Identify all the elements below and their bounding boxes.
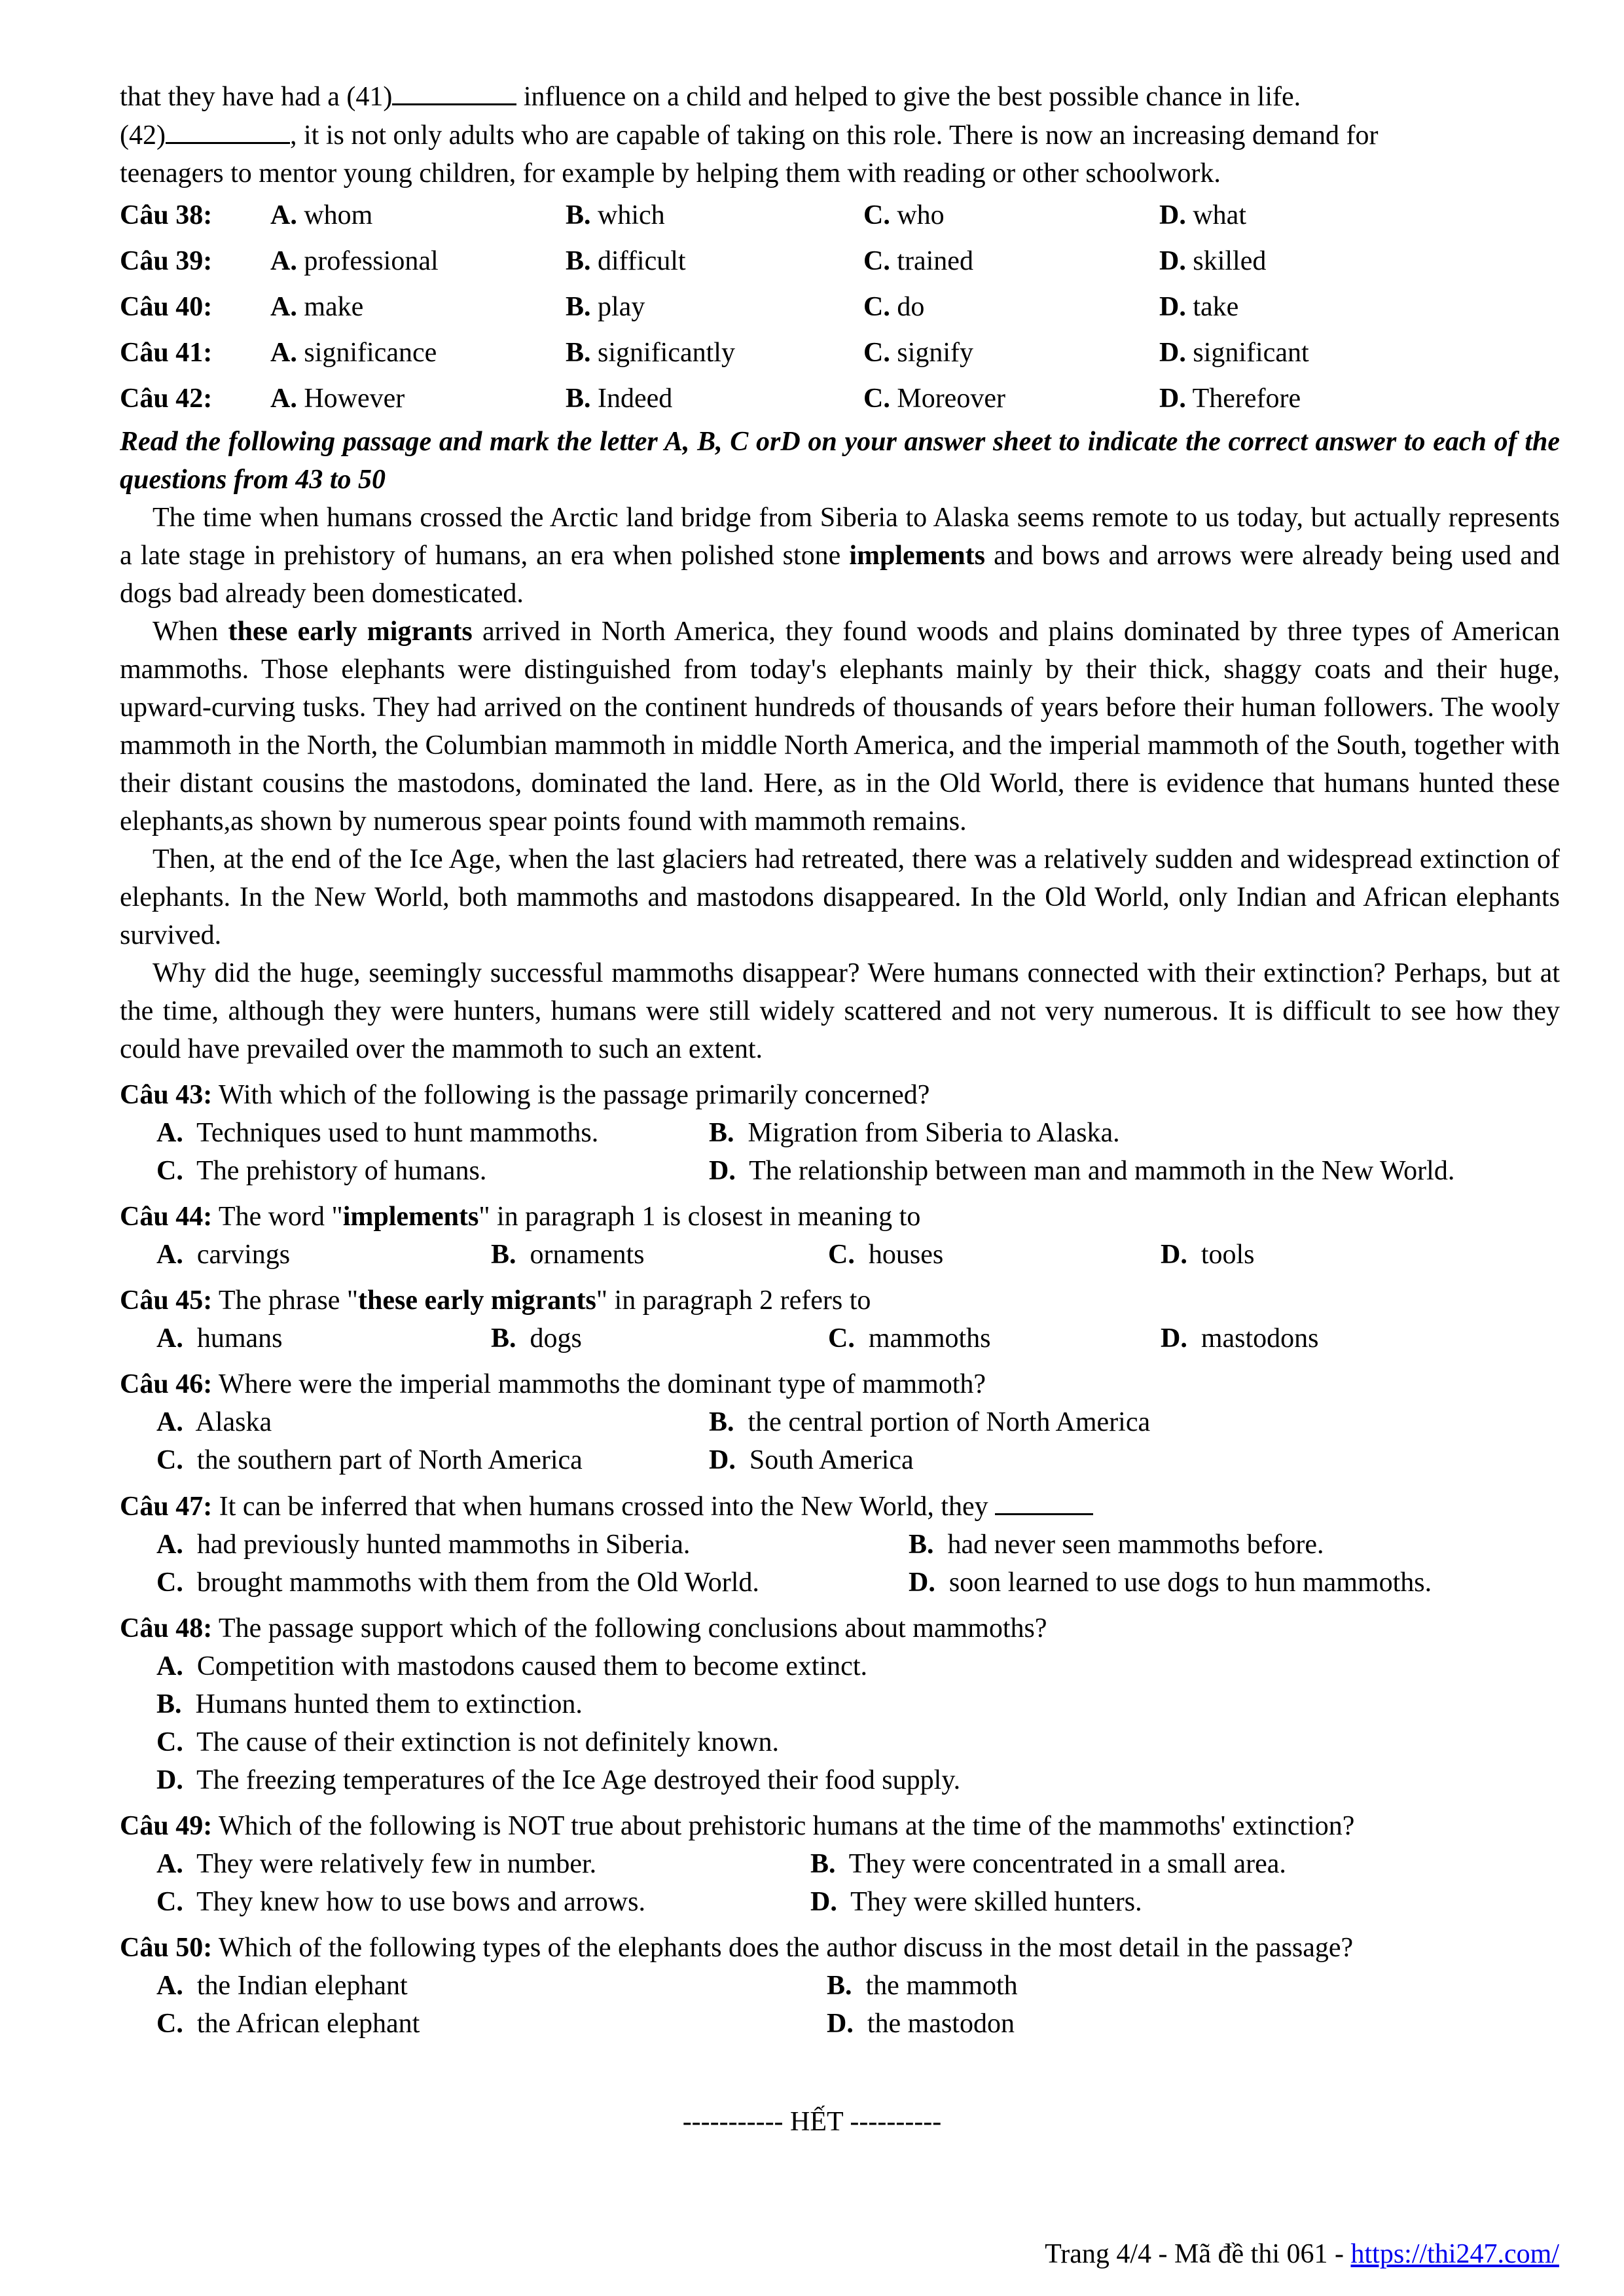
option-b[interactable]: B. Humans hunted them to extinction. — [156, 1689, 583, 1719]
question-50: Câu 50: Which of the following types of the elephants does the author discuss in the most detail in the passage? A. the Indian elephant B. the mammoth C. the African elephant D. the mastodon — [120, 1929, 1560, 2043]
option-d[interactable]: D. tools — [1161, 1240, 1255, 1270]
passage-paragraph-2: When these early migrants arrived in North America, they found woods and plains dominated by three types of American mammoths. Those elephants were distinguished from today's elephants mainly by their thick, shaggy coats and their huge, upward-curving tusks. They had arrived on the continent hundreds of thousands of years before their human followers. The wooly mammoth in the North, the Columbian mammoth in middle North America, and the imperial mammoth of the South, together with their distant cousins the mastodons, dominated the land. Here, as in the Old World, there is evidence that humans hunted these elephants,as shown by numerous spear points found with mammoth remains. — [120, 617, 1560, 836]
option-c[interactable]: C. houses — [828, 1240, 944, 1270]
option-a[interactable]: A. had previously hunted mammoths in Siberia. — [156, 1530, 691, 1560]
option-c[interactable]: C. signify — [863, 338, 974, 368]
option-c[interactable]: C. Moreover — [863, 384, 1005, 414]
option-b[interactable]: B. dogs — [491, 1323, 582, 1354]
question-45: Câu 45: The phrase "these early migrants" in paragraph 2 refers to A. humans B. dogs C. mammoths D. mastodons — [120, 1282, 1560, 1357]
question-38 — [120, 192, 1560, 238]
question-43: Câu 43: With which of the following is the passage primarily concerned? A. Techniques used to hunt mammoths. B. Migration from Siberia to Alaska. C. The prehistory of humans. D. The relationship between man and mammoth in the New World. — [120, 1076, 1560, 1190]
option-a[interactable]: A. Competition with mastodons caused them to become extinct. — [156, 1651, 867, 1681]
option-a[interactable]: A. significance — [270, 338, 437, 368]
option-d[interactable]: D. Therefore — [1159, 384, 1301, 414]
footer-link[interactable]: https://thi247.com/ — [1350, 2239, 1559, 2269]
option-a[interactable]: A. professional — [270, 246, 439, 276]
page-footer — [1045, 2238, 1559, 2270]
passage-paragraph-4: Why did the huge, seemingly successful mammoths disappear? Were humans connected with their extinction? Perhaps, but at the time, although they were hunters, humans were still widely scattered and not very numerous. It is difficult to see how they could have prevailed over the mammoth to such an extent. — [120, 958, 1560, 1064]
end-marker: ----------- HẾT ---------- — [682, 2107, 942, 2137]
option-a[interactable]: A. carvings — [156, 1240, 291, 1270]
option-a[interactable]: A. Techniques used to hunt mammoths. — [156, 1118, 599, 1148]
option-c[interactable]: C. mammoths — [828, 1323, 991, 1354]
option-d[interactable]: D. soon learned to use dogs to hun mammoths. — [909, 1568, 1432, 1598]
option-c[interactable]: C. trained — [863, 246, 973, 276]
option-d[interactable]: D. the mastodon — [827, 2009, 1015, 2039]
highlight-implements: implements — [849, 541, 986, 571]
option-a[interactable]: A. whom — [270, 200, 373, 230]
option-d[interactable]: D. They were skilled hunters. — [810, 1887, 1142, 1917]
question-label: Câu 39: — [120, 246, 213, 276]
intro-line-2: (42) , it is not only adults who are capable of taking on this role. There is now an increasing demand for — [120, 116, 1560, 154]
question-41 — [120, 330, 1560, 376]
option-a[interactable]: A. Alaska — [156, 1407, 272, 1437]
reading-instructions: Read the following passage and mark the letter A, B, C orD on your answer sheet to indicate the correct answer to each of the questions from 43 to 50 — [120, 427, 1560, 495]
option-b[interactable]: B. ornaments — [491, 1240, 645, 1270]
blank-42 — [166, 116, 290, 144]
option-d[interactable]: D. take — [1159, 292, 1239, 322]
option-b[interactable]: B. Indeed — [566, 384, 673, 414]
question-label: Câu 40: — [120, 292, 213, 322]
option-a[interactable]: A. make — [270, 292, 364, 322]
footer-page-info: Trang 4/4 - Mã đề thi 061 - — [1045, 2239, 1351, 2269]
option-d[interactable]: D. South America — [709, 1445, 914, 1475]
option-c[interactable]: C. They knew how to use bows and arrows. — [156, 1887, 645, 1917]
intro-line-1: that they have had a (41) influence on a child and helped to give the best possible chance in life. — [120, 77, 1560, 116]
option-c[interactable]: C. the African elephant — [156, 2009, 420, 2039]
option-b[interactable]: B. They were concentrated in a small area. — [810, 1849, 1286, 1879]
option-a[interactable]: A. humans — [156, 1323, 283, 1354]
option-a[interactable]: A. However — [270, 384, 405, 414]
question-40 — [120, 284, 1560, 330]
question-49: Câu 49: Which of the following is NOT true about prehistoric humans at the time of the mammoths' extinction? A. They were relatively few in number. B. They were concentrated in a small area. C. They knew how to use bows and arrows. D. They were skilled hunters. — [120, 1807, 1560, 1921]
option-b[interactable]: B. which — [566, 200, 665, 230]
question-label: Câu 41: — [120, 338, 213, 368]
intro-paragraph — [120, 77, 1560, 192]
question-48: Câu 48: The passage support which of the following conclusions about mammoths? A. Competition with mastodons caused them to become extinct. B. Humans hunted them to extinction. C. The cause of their extinction is not definitely known. D. The freezing temperatures of the Ice Age destroyed their food supply. — [120, 1609, 1560, 1799]
option-b[interactable]: B. the central portion of North America — [709, 1407, 1151, 1437]
question-44: Câu 44: The word "implements" in paragraph 1 is closest in meaning to A. carvings B. ornaments C. houses D. tools — [120, 1198, 1560, 1274]
question-label: Câu 42: — [120, 384, 213, 414]
option-a[interactable]: A. They were relatively few in number. — [156, 1849, 597, 1879]
question-39 — [120, 238, 1560, 284]
question-42 — [120, 376, 1560, 422]
option-b[interactable]: B. play — [566, 292, 645, 322]
option-b[interactable]: B. Migration from Siberia to Alaska. — [709, 1118, 1120, 1148]
option-d[interactable]: D. mastodons — [1161, 1323, 1319, 1354]
passage-paragraph-3: Then, at the end of the Ice Age, when the last glaciers had retreated, there was a relatively sudden and widespread extinction of elephants. In the New World, both mammoths and mastodons disappeared. In the Old World, only Indian and African elephants survived. — [120, 844, 1560, 950]
option-d[interactable]: D. skilled — [1159, 246, 1267, 276]
option-d[interactable]: D. The freezing temperatures of the Ice Age destroyed their food supply. — [156, 1765, 961, 1795]
option-b[interactable]: B. significantly — [566, 338, 735, 368]
question-47: Câu 47: It can be inferred that when humans crossed into the New World, they A. had previously hunted mammoths in Siberia. B. had never seen mammoths before. C. brought mammoths with them from the Old World. D. soon learned to use dogs to hun mammoths. — [120, 1487, 1560, 1602]
option-d[interactable]: D. significant — [1159, 338, 1309, 368]
option-a[interactable]: A. the Indian elephant — [156, 1971, 408, 2001]
passage-paragraph-1: The time when humans crossed the Arctic land bridge from Siberia to Alaska seems remote to us today, but actually represents a late stage in prehistory of humans, an era when polished stone implements and bows and arrows were already being used and dogs bad already been domesticated. — [120, 503, 1560, 609]
question-label: Câu 38: — [120, 200, 213, 230]
option-c[interactable]: C. The prehistory of humans. — [156, 1156, 487, 1186]
option-b[interactable]: B. had never seen mammoths before. — [909, 1530, 1324, 1560]
highlight-early-migrants: these early migrants — [228, 617, 473, 647]
reading-passage — [120, 499, 1560, 1068]
cloze-questions — [120, 192, 1560, 422]
option-c[interactable]: C. brought mammoths with them from the Old World. — [156, 1568, 759, 1598]
question-46: Câu 46: Where were the imperial mammoths the dominant type of mammoth? A. Alaska B. the central portion of North America C. the southern part of North America D. South America — [120, 1365, 1560, 1479]
option-b[interactable]: B. the mammoth — [827, 1971, 1018, 2001]
option-c[interactable]: C. the southern part of North America — [156, 1445, 583, 1475]
option-c[interactable]: C. do — [863, 292, 925, 322]
option-c[interactable]: C. who — [863, 200, 945, 230]
intro-line-3: teenagers to mentor young children, for example by helping them with reading or other schoolwork. — [120, 158, 1221, 188]
option-d[interactable]: D. The relationship between man and mammoth in the New World. — [709, 1156, 1455, 1186]
option-c[interactable]: C. The cause of their extinction is not definitely known. — [156, 1727, 780, 1757]
option-d[interactable]: D. what — [1159, 200, 1246, 230]
exam-page — [120, 77, 1560, 2043]
blank-41 — [392, 77, 516, 105]
option-b[interactable]: B. difficult — [566, 246, 686, 276]
answer-blank — [995, 1487, 1093, 1515]
